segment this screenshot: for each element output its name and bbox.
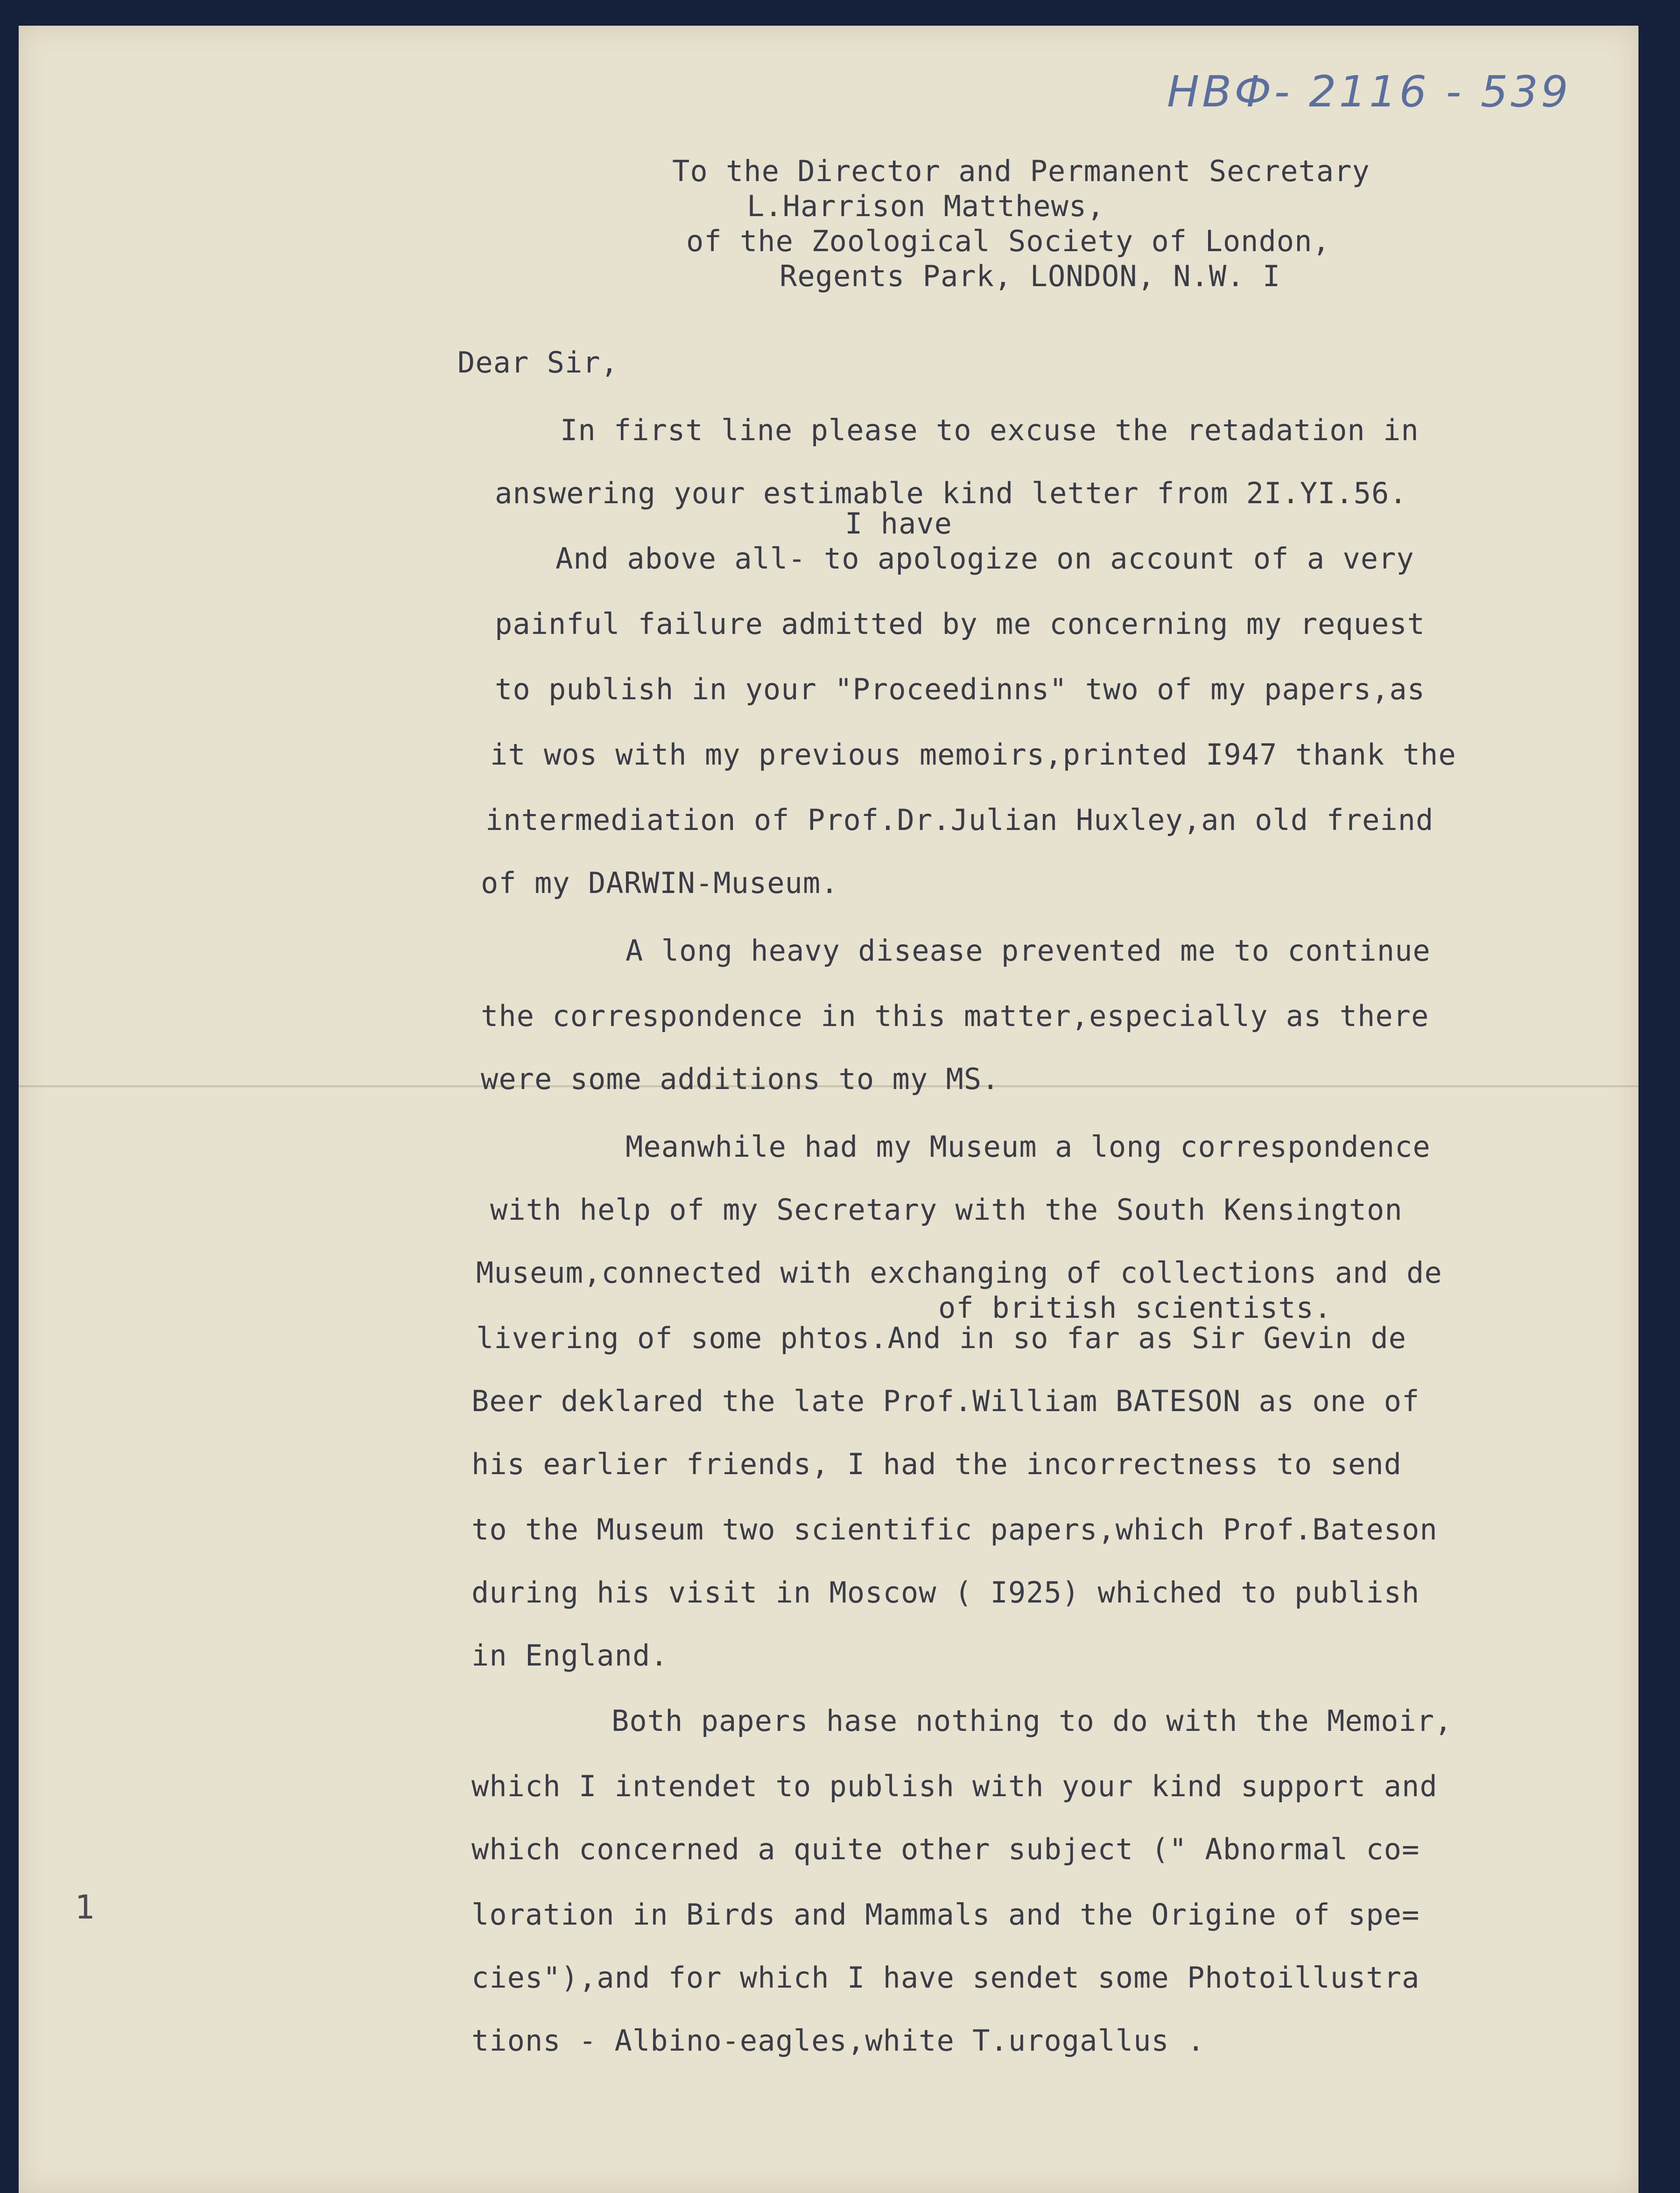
body-line: his earlier friends, I had the incorrectness to send bbox=[471, 1447, 1402, 1481]
body-line: to the Museum two scientific papers,which Prof.Bateson bbox=[471, 1512, 1438, 1546]
body-line: livering of some phtos.And in so far as Sir Gevin de bbox=[476, 1321, 1407, 1355]
body-line-insert: I have bbox=[845, 506, 952, 541]
body-line: of my DARWIN-Museum. bbox=[481, 866, 839, 900]
body-line: which concerned a quite other subject (" Abnormal co= bbox=[471, 1832, 1420, 1866]
body-line: Museum,connected with exchanging of collections and de bbox=[476, 1256, 1442, 1290]
address-line: Regents Park, LONDON, N.W. I bbox=[780, 259, 1281, 293]
margin-mark: 1 bbox=[75, 1888, 95, 1926]
address-line: To the Director and Permanent Secretary bbox=[672, 154, 1370, 188]
salutation: Dear Sir, bbox=[457, 345, 619, 380]
address-line: L.Harrison Matthews, bbox=[747, 189, 1105, 223]
address-line: of the Zoological Society of London, bbox=[686, 224, 1330, 258]
body-line: A long heavy disease prevented me to continue bbox=[626, 934, 1431, 968]
body-line: with help of my Secretary with the South Kensington bbox=[490, 1193, 1403, 1227]
body-line: loration in Birds and Mammals and the Origine of spe= bbox=[471, 1898, 1420, 1932]
body-line: it wos with my previous memoirs,printed I947 thank the bbox=[490, 738, 1456, 772]
body-line: painful failure admitted by me concerning my request bbox=[495, 607, 1426, 641]
body-line: during his visit in Moscow ( I925) whiched to publish bbox=[471, 1575, 1420, 1610]
body-line: were some additions to my MS. bbox=[481, 1062, 1000, 1096]
body-line: Beer deklared the late Prof.William BATESON as one of bbox=[471, 1384, 1420, 1418]
body-line: Both papers hase nothing to do with the Memoir, bbox=[612, 1704, 1453, 1738]
body-line: in England. bbox=[471, 1638, 668, 1673]
body-line-insert: of british scientists. bbox=[938, 1291, 1332, 1325]
body-line: answering your estimable kind letter from 2I.YI.56. bbox=[495, 476, 1407, 510]
body-line: intermediation of Prof.Dr.Julian Huxley,an old freind bbox=[485, 803, 1434, 837]
body-line: cies"),and for which I have sendet some Photoillustra bbox=[471, 1961, 1420, 1995]
archive-reference-number: НВФ- 2116 - 539 bbox=[1167, 67, 1571, 117]
body-line: tions - Albino-eagles,white T.urogallus . bbox=[471, 2024, 1205, 2058]
body-line: to publish in your "Proceedinns" two of my papers,as bbox=[495, 672, 1426, 706]
body-line: And above all- to apologize on account of a very bbox=[555, 541, 1414, 576]
body-line: In first line please to excuse the retadation in bbox=[560, 413, 1419, 447]
body-line: Meanwhile had my Museum a long correspondence bbox=[626, 1130, 1431, 1164]
body-line: which I intendet to publish with your kind support and bbox=[471, 1769, 1438, 1803]
body-line: the correspondence in this matter,especially as there bbox=[481, 999, 1429, 1033]
letter-page bbox=[19, 26, 1638, 2193]
